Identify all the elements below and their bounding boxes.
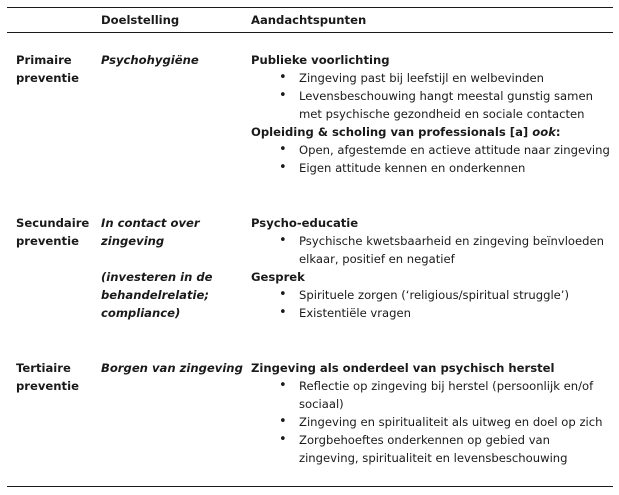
bullet-list bbox=[251, 286, 611, 322]
row-label-tertiaire-preventie bbox=[16, 359, 98, 395]
goal-line: Borgen van zingeving bbox=[101, 361, 243, 375]
list-item: • Reflectie op zingeving bij herstel (persoonlijk en/of sociaal) bbox=[251, 377, 611, 413]
heading-suffix: : bbox=[555, 125, 561, 139]
bullet-list bbox=[251, 377, 611, 467]
row-label-line: preventie bbox=[16, 71, 79, 85]
row-label-line: Primaire bbox=[16, 53, 72, 67]
focus-points-tertiaire bbox=[251, 359, 611, 467]
heading-italic-text: ook bbox=[532, 125, 556, 139]
list-item: • Spirituele zorgen (‘religious/spiritual struggle’) bbox=[251, 286, 611, 304]
goal-note-line: behandelrelatie; bbox=[101, 288, 210, 302]
row-label-line: preventie bbox=[16, 379, 79, 393]
row-label-primaire-preventie bbox=[16, 51, 98, 87]
table-top-rule bbox=[7, 7, 613, 8]
bullet-list bbox=[251, 141, 611, 177]
row-label-line: Tertiaire bbox=[16, 361, 71, 375]
table-header-rule bbox=[7, 32, 613, 33]
column-header-aandachtspunten: Aandachtspunten bbox=[251, 13, 367, 27]
goal-tertiaire bbox=[101, 359, 247, 377]
goal-line: zingeving bbox=[101, 234, 165, 248]
focus-points-primaire bbox=[251, 51, 611, 177]
focus-points-secundaire bbox=[251, 214, 611, 322]
goal-secundaire bbox=[101, 214, 247, 322]
list-item: • Zorgbehoeftes onderkennen op gebied van zingeving, spiritualiteit en levensbeschouwing bbox=[251, 431, 611, 467]
goal-note-line: compliance) bbox=[101, 306, 181, 320]
section-heading: Zingeving als onderdeel van psychisch herstel bbox=[251, 361, 555, 375]
section-heading bbox=[251, 123, 611, 141]
list-item: • Open, afgestemde en actieve attitude naar zingeving bbox=[251, 141, 611, 159]
list-item: • Levensbeschouwing hangt meestal gunstig samen met psychische gezondheid en sociale contacten bbox=[251, 87, 611, 123]
bullet-list bbox=[251, 232, 611, 268]
section-heading: Gesprek bbox=[251, 270, 305, 284]
list-item: • Psychische kwetsbaarheid en zingeving beïnvloeden elkaar, positief en negatief bbox=[251, 232, 611, 268]
goal-primaire bbox=[101, 51, 247, 69]
goal-note-line: (investeren in de bbox=[101, 270, 213, 284]
column-header-doelstelling: Doelstelling bbox=[101, 13, 180, 27]
bullet-list bbox=[251, 69, 611, 123]
section-heading: Publieke voorlichting bbox=[251, 53, 390, 67]
list-item: • Zingeving en spiritualiteit als uitweg en doel op zich bbox=[251, 413, 611, 431]
goal-line: In contact over bbox=[101, 216, 200, 230]
heading-text: Opleiding & scholing van professionals [a] bbox=[251, 125, 533, 139]
table-bottom-rule bbox=[7, 486, 613, 487]
row-label-line: preventie bbox=[16, 234, 79, 248]
list-item: • Existentiële vragen bbox=[251, 304, 611, 322]
row-label-line: Secundaire bbox=[16, 216, 90, 230]
goal-line: Psychohygiëne bbox=[101, 53, 199, 67]
list-item: • Eigen attitude kennen en onderkennen bbox=[251, 159, 611, 177]
section-heading: Psycho-educatie bbox=[251, 216, 359, 230]
list-item: • Zingeving past bij leefstijl en welbevinden bbox=[251, 69, 611, 87]
row-label-secundaire-preventie bbox=[16, 214, 98, 250]
